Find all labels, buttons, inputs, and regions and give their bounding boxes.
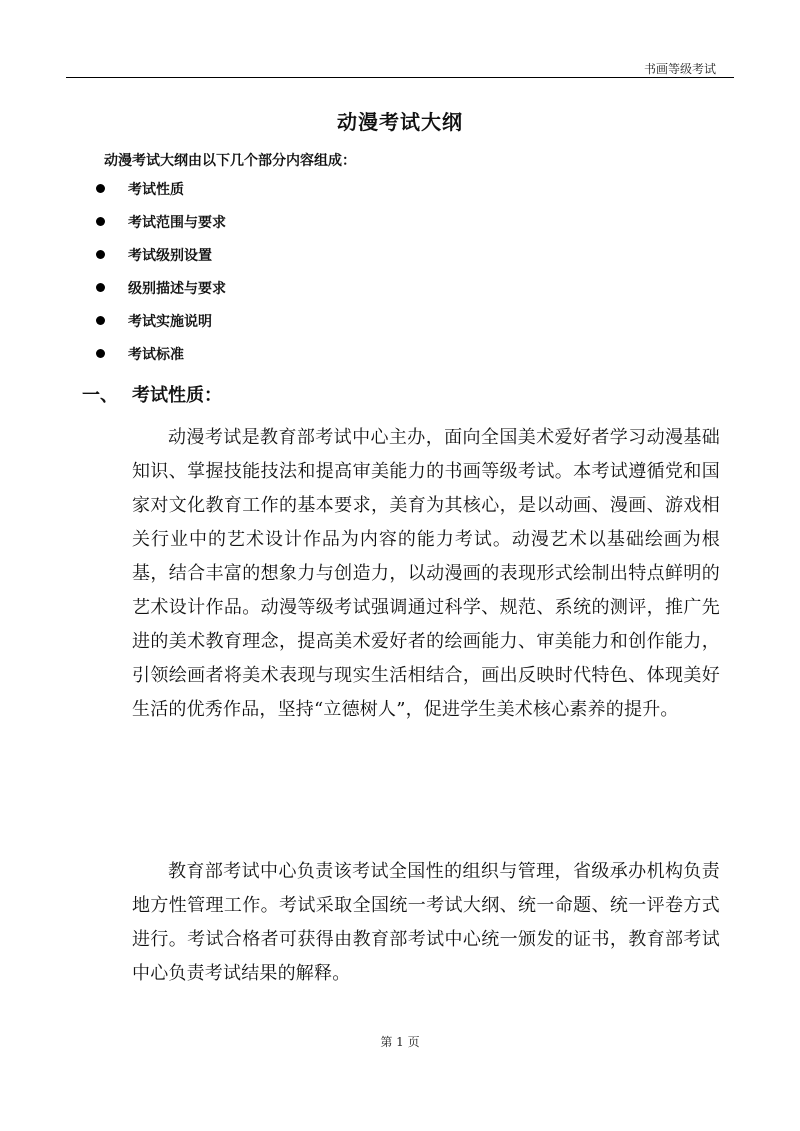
bullet-icon	[96, 349, 105, 358]
bullet-icon	[96, 283, 105, 292]
body-paragraph: 教育部考试中心负责该考试全国性的组织与管理，省级承办机构负责地方性管理工作。考试采取全国统一考试大纲、统一命题、统一评卷方式进行。考试合格者可获得由教育部考试中心统一颁发的证书，教育部考试中心负责考试结果的解释。	[132, 861, 720, 984]
bullet-icon	[96, 250, 105, 259]
bullet-icon	[96, 184, 105, 193]
list-item-label: 考试级别设置	[128, 248, 212, 264]
list-item-label: 考试性质	[128, 182, 184, 198]
list-item-label: 考试实施说明	[128, 314, 212, 330]
section-title: 考试性质：	[132, 385, 222, 406]
section-heading	[82, 381, 222, 407]
bullet-icon	[96, 217, 105, 226]
bullet-icon	[96, 316, 105, 325]
running-header: 书画等级考试	[643, 62, 716, 76]
header-divider	[66, 77, 734, 78]
body-paragraph: 动漫考试是教育部考试中心主办，面向全国美术爱好者学习动漫基础知识、掌握技能技法和提高审美能力的书画等级考试。本考试遵循党和国家对文化教育工作的基本要求，美育为其核心，是以动画、漫画、游戏相关行业中的艺术设计作品为内容的能力考试。动漫艺术以基础绘画为根基，结合丰富的想象力与创造力，以动漫画的表现形式绘制出特点鲜明的艺术设计作品。动漫等级考试强调通过科学、规范、系统的测评，推广先进的美术教育理念，提高美术爱好者的绘画能力、审美能力和创作能力，引领绘画者将美术表现与现实生活相结合，画出反映时代特色、体现美好生活的优秀作品，坚持“立德树人”，促进学生美术核心素养的提升。	[132, 427, 720, 720]
list-item-label: 考试标准	[128, 347, 184, 363]
intro-text: 动漫考试大纲由以下几个部分内容组成：	[104, 153, 356, 169]
page-number: 第 1 页	[380, 1035, 420, 1049]
list-item-label: 考试范围与要求	[128, 215, 226, 231]
list-item-label: 级别描述与要求	[128, 281, 226, 297]
section-number: 一、	[82, 385, 118, 406]
document-title: 动漫考试大纲	[337, 110, 463, 134]
